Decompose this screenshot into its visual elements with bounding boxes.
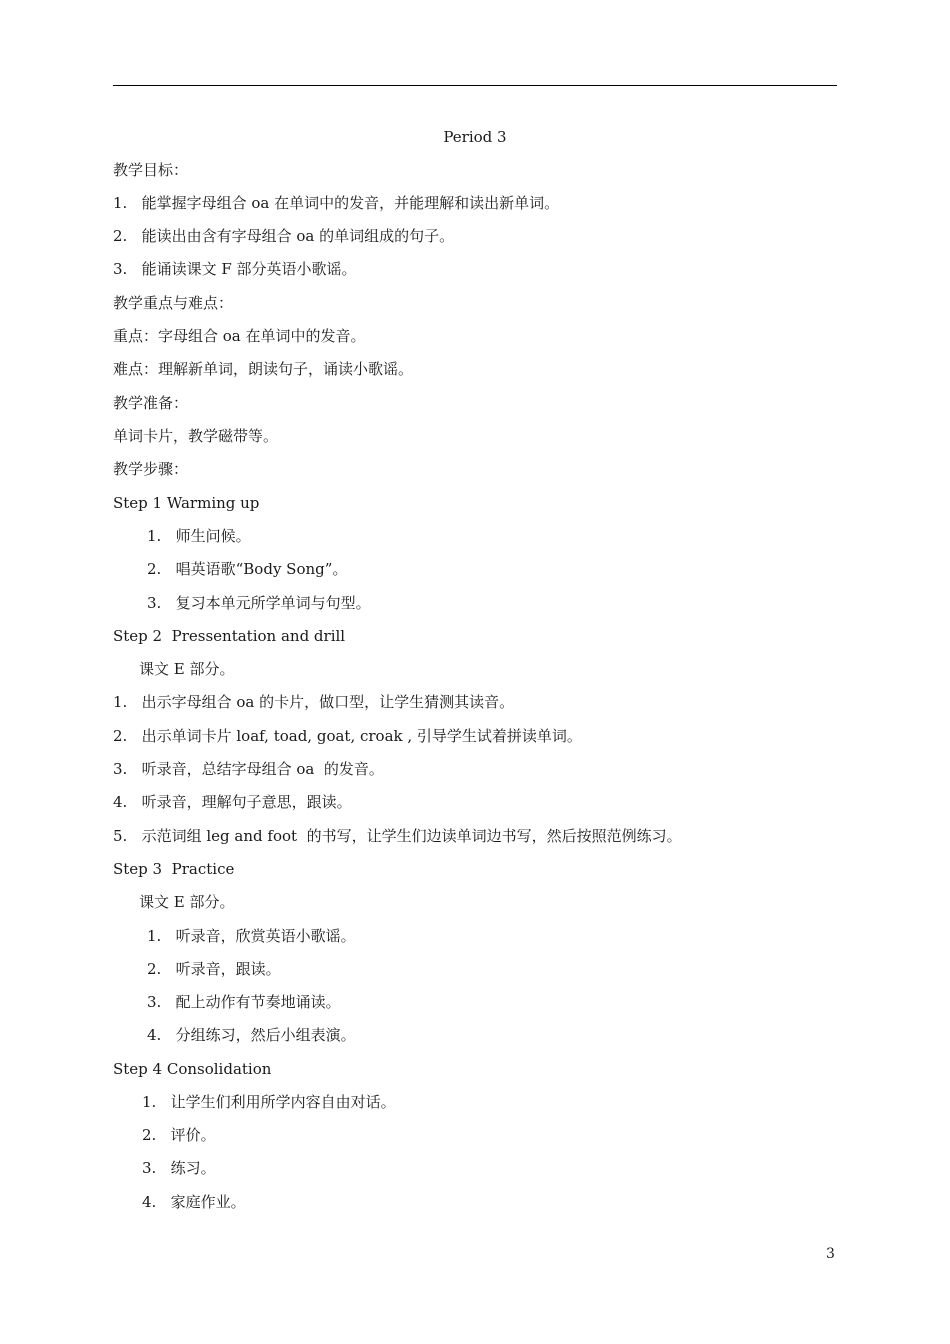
- section-heading-objectives: 教学目标：: [113, 161, 189, 179]
- step-4-item: 2. 评价。: [142, 1126, 216, 1144]
- step-1-item: 1. 师生问候。: [147, 527, 251, 545]
- step-1-heading: Step 1 Warming up: [113, 494, 260, 512]
- page-number: 3: [826, 1246, 835, 1262]
- step-3-item: 2. 听录音，跟读。: [147, 960, 281, 978]
- section-heading-steps: 教学步骤：: [113, 460, 189, 478]
- page-title: Period 3: [443, 128, 507, 146]
- step-4-item: 1. 让学生们利用所学内容自由对话。: [142, 1093, 396, 1111]
- step-3-heading: Step 3 Practice: [113, 860, 235, 878]
- step-3-item: 4. 分组练习，然后小组表演。: [147, 1026, 356, 1044]
- objective-item: 2. 能读出由含有字母组合 oa 的单词组成的句子。: [113, 227, 455, 245]
- step-3-subheading: 课文 E 部分。: [139, 893, 235, 911]
- key-point: 重点：字母组合 oa 在单词中的发音。: [113, 327, 366, 345]
- step-3-item: 1. 听录音，欣赏英语小歌谣。: [147, 927, 356, 945]
- step-2-item: 1. 出示字母组合 oa 的卡片，做口型，让学生猜测其读音。: [113, 693, 515, 711]
- step-2-item: 4. 听录音，理解句子意思，跟读。: [113, 793, 352, 811]
- section-heading-preparation: 教学准备：: [113, 394, 189, 412]
- section-heading-key-points: 教学重点与难点：: [113, 294, 234, 312]
- difficult-point: 难点：理解新单词，朗读句子，诵读小歌谣。: [113, 360, 414, 378]
- objective-item: 3. 能诵读课文 F 部分英语小歌谣。: [113, 260, 357, 278]
- step-2-item: 2. 出示单词卡片 loaf, toad, goat, croak , 引导学生试着拼读单词。: [113, 727, 582, 745]
- header-rule: [113, 85, 837, 86]
- step-2-item: 3. 听录音，总结字母组合 oa 的发音。: [113, 760, 384, 778]
- preparation-text: 单词卡片，教学磁带等。: [113, 427, 279, 445]
- step-4-item: 4. 家庭作业。: [142, 1193, 246, 1211]
- objective-item: 1. 能掌握字母组合 oa 在单词中的发音，并能理解和读出新单词。: [113, 194, 560, 212]
- step-4-heading: Step 4 Consolidation: [113, 1060, 272, 1078]
- step-2-subheading: 课文 E 部分。: [139, 660, 235, 678]
- step-1-item: 2. 唱英语歌“Body Song”。: [147, 560, 348, 578]
- step-2-heading: Step 2 Pressentation and drill: [113, 627, 346, 645]
- step-3-item: 3. 配上动作有节奏地诵读。: [147, 993, 341, 1011]
- step-4-item: 3. 练习。: [142, 1159, 216, 1177]
- step-1-item: 3. 复习本单元所学单词与句型。: [147, 594, 371, 612]
- step-2-item: 5. 示范词组 leg and foot 的书写，让学生们边读单词边书写，然后按照范例练习。: [113, 827, 682, 845]
